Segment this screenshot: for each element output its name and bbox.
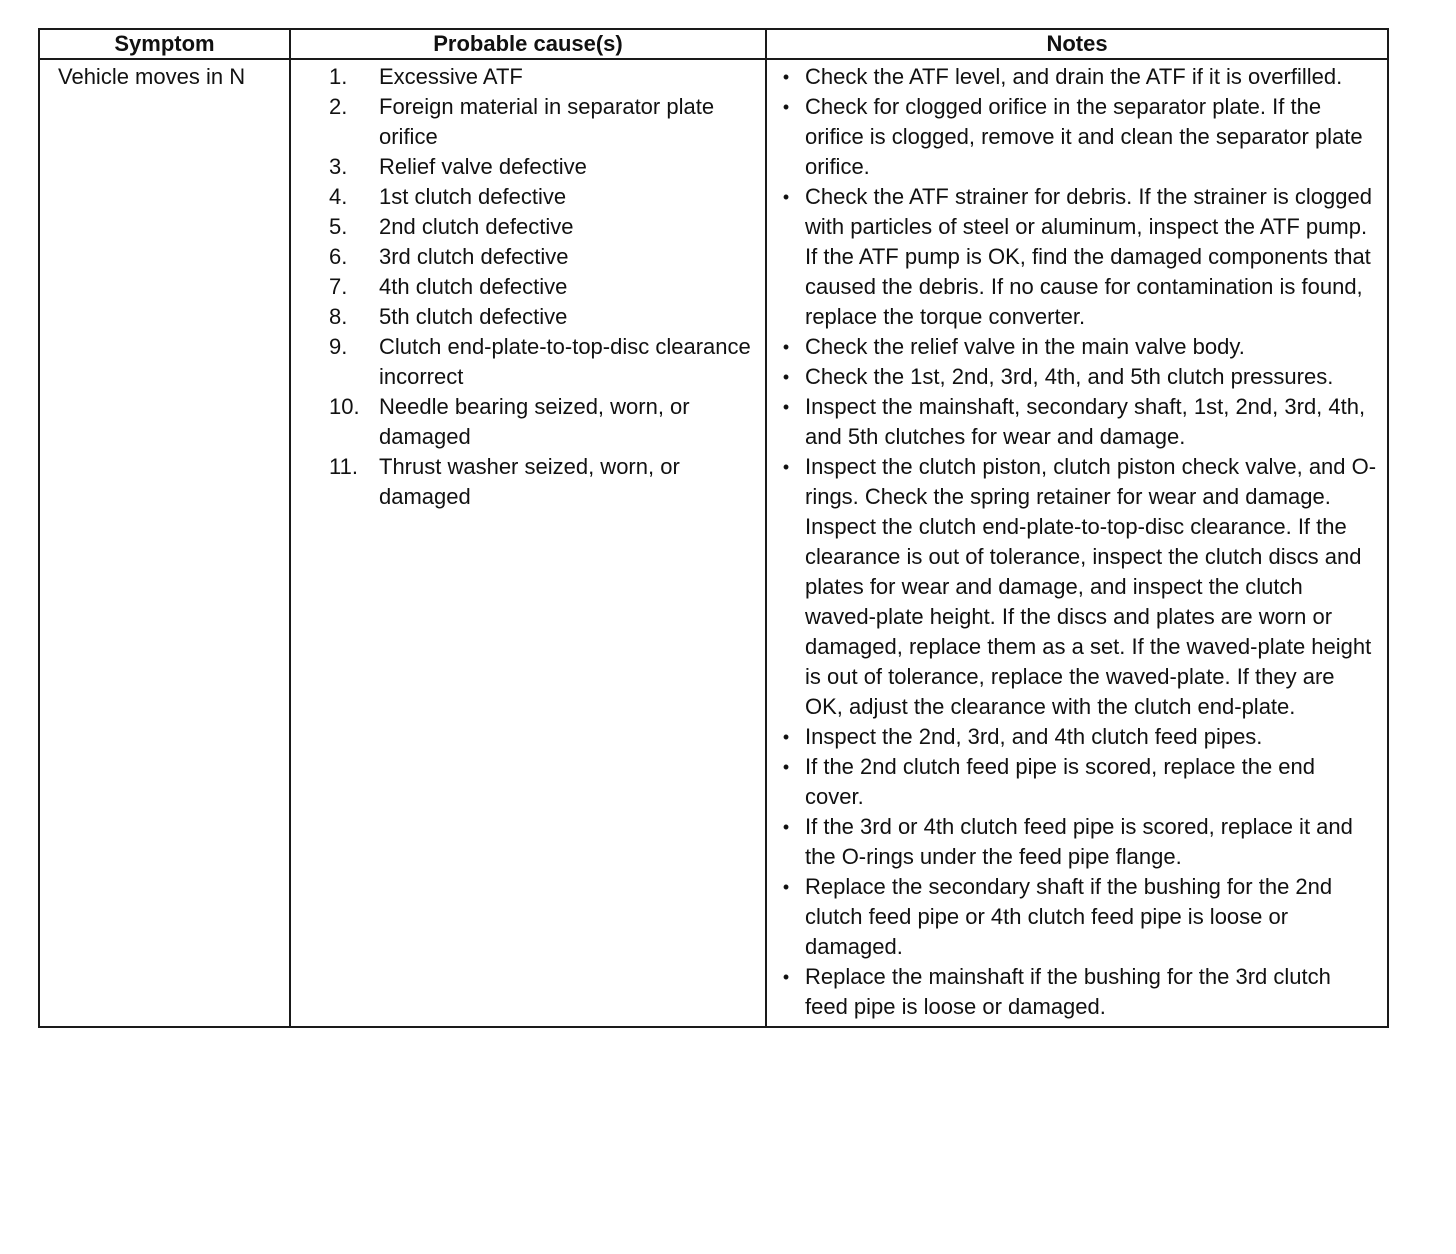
cause-text: 2nd clutch defective xyxy=(379,214,574,239)
cause-text: Relief valve defective xyxy=(379,154,587,179)
cause-item xyxy=(291,152,755,182)
cause-item xyxy=(291,212,755,242)
cause-number: 11. xyxy=(329,454,358,479)
note-text: Inspect the mainshaft, secondary shaft, 1st, 2nd, 3rd, 4th, and 5th clutches for wear and damage. xyxy=(805,394,1366,449)
note-text: Replace the secondary shaft if the bushing for the 2nd clutch feed pipe or 4th clutch feed pipe is loose or damaged. xyxy=(805,874,1333,959)
cause-text: 4th clutch defective xyxy=(379,274,568,299)
symptom-cell: Vehicle moves in N xyxy=(39,59,290,1027)
cause-text: Needle bearing seized, worn, or damaged xyxy=(379,394,690,449)
bullet-icon: • xyxy=(782,817,790,837)
cause-item xyxy=(291,452,755,512)
bullet-icon: • xyxy=(782,457,790,477)
cause-text: 3rd clutch defective xyxy=(379,244,569,269)
note-item xyxy=(767,962,1377,1022)
cause-item xyxy=(291,182,755,212)
note-item xyxy=(767,452,1377,722)
cause-item xyxy=(291,302,755,332)
note-text: Replace the mainshaft if the bushing for the 3rd clutch feed pipe is loose or damaged. xyxy=(805,964,1331,1019)
note-text: Inspect the clutch piston, clutch piston check valve, and O-rings. Check the spring retainer for wear and damage. Inspect the clutch end-plate-to-top-disc clearance. If the clearance is out of tolerance, inspect the clutch discs and plates for wear and damage, and inspect the clutch waved-plate height. If the discs and plates are worn or damaged, replace them as a set. If the waved-plate height is out of tolerance, replace the waved-plate. If they are OK, adjust the clearance with the clutch end-plate. xyxy=(805,454,1377,719)
note-item xyxy=(767,392,1377,452)
bullet-icon: • xyxy=(782,757,790,777)
note-text: Inspect the 2nd, 3rd, and 4th clutch feed pipes. xyxy=(805,724,1263,749)
header-probable-cause: Probable cause(s) xyxy=(290,29,766,59)
note-text: Check the relief valve in the main valve body. xyxy=(805,334,1245,359)
cause-text: Excessive ATF xyxy=(379,64,523,89)
note-item xyxy=(767,92,1377,182)
note-item xyxy=(767,872,1377,962)
bullet-icon: • xyxy=(782,187,790,207)
note-item xyxy=(767,182,1377,332)
cause-number: 6. xyxy=(329,244,348,269)
cause-item xyxy=(291,62,755,92)
bullet-icon: • xyxy=(782,337,790,357)
table-header-row xyxy=(39,29,1388,59)
note-text: If the 2nd clutch feed pipe is scored, replace the end cover. xyxy=(805,754,1315,809)
cause-text: 5th clutch defective xyxy=(379,304,568,329)
bullet-icon: • xyxy=(782,877,790,897)
cause-text: Foreign material in separator plate orifice xyxy=(379,94,715,149)
cause-text: Thrust washer seized, worn, or damaged xyxy=(379,454,680,509)
cause-number: 9. xyxy=(329,334,348,359)
cause-number: 8. xyxy=(329,304,348,329)
header-notes: Notes xyxy=(766,29,1388,59)
cause-number: 5. xyxy=(329,214,348,239)
note-item xyxy=(767,722,1377,752)
note-text: Check the ATF strainer for debris. If the strainer is clogged with particles of steel or aluminum, inspect the ATF pump. If the ATF pump is OK, find the damaged components that caused the debris. If no cause for contamination is found, replace the torque converter. xyxy=(805,184,1372,329)
bullet-icon: • xyxy=(782,67,790,87)
bullet-icon: • xyxy=(782,397,790,417)
note-text: Check the 1st, 2nd, 3rd, 4th, and 5th clutch pressures. xyxy=(805,364,1334,389)
cause-item xyxy=(291,242,755,272)
table-row xyxy=(39,59,1388,1027)
note-text: Check the ATF level, and drain the ATF if it is overfilled. xyxy=(805,64,1343,89)
cause-item xyxy=(291,92,755,152)
cause-number: 3. xyxy=(329,154,348,179)
notes-list xyxy=(767,62,1377,1022)
note-text: Check for clogged orifice in the separator plate. If the orifice is clogged, remove it and clean the separator plate orifice. xyxy=(805,94,1363,179)
bullet-icon: • xyxy=(782,97,790,117)
notes-cell xyxy=(766,59,1388,1027)
cause-number: 4. xyxy=(329,184,348,209)
bullet-icon: • xyxy=(782,967,790,987)
note-item xyxy=(767,812,1377,872)
note-item xyxy=(767,332,1377,362)
troubleshooting-table xyxy=(38,28,1389,1028)
cause-cell xyxy=(290,59,766,1027)
cause-number: 1. xyxy=(329,64,348,89)
bullet-icon: • xyxy=(782,367,790,387)
cause-number: 2. xyxy=(329,94,348,119)
header-symptom: Symptom xyxy=(39,29,290,59)
cause-number: 10. xyxy=(329,394,360,419)
note-item xyxy=(767,62,1377,92)
cause-text: 1st clutch defective xyxy=(379,184,567,209)
note-text: If the 3rd or 4th clutch feed pipe is scored, replace it and the O-rings under the feed pipe flange. xyxy=(805,814,1353,869)
cause-item xyxy=(291,392,755,452)
cause-item xyxy=(291,272,755,302)
cause-item xyxy=(291,332,755,392)
note-item xyxy=(767,362,1377,392)
note-item xyxy=(767,752,1377,812)
cause-list xyxy=(291,62,755,512)
bullet-icon: • xyxy=(782,727,790,747)
cause-number: 7. xyxy=(329,274,348,299)
cause-text: Clutch end-plate-to-top-disc clearance incorrect xyxy=(379,334,751,389)
